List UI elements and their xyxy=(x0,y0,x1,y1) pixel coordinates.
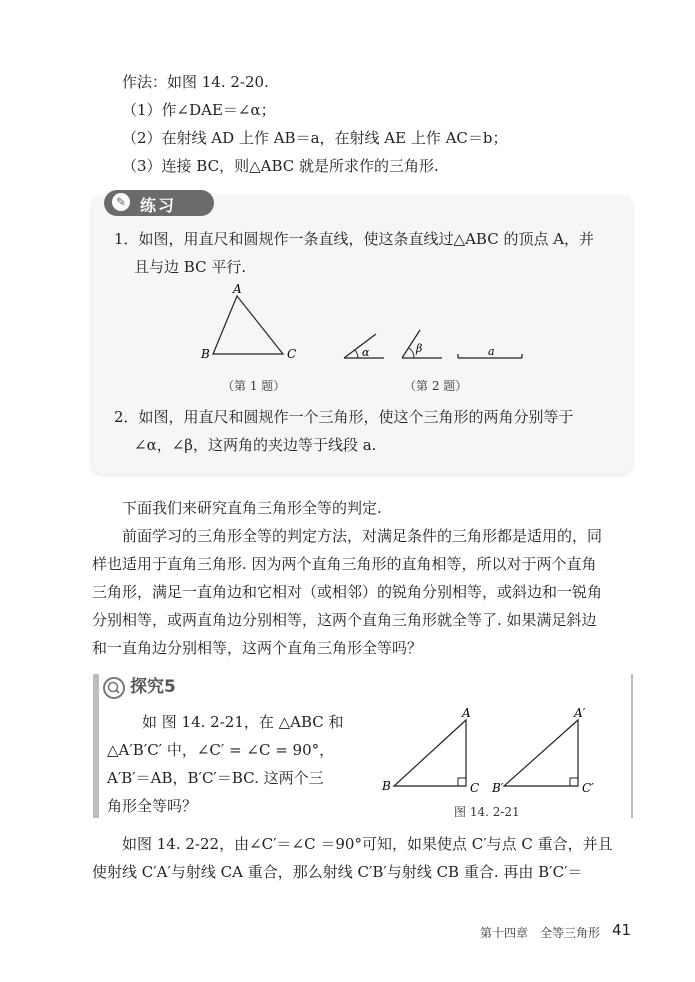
fig2-caption: （第 2 题） xyxy=(404,379,468,393)
fig-14-2-21-caption: 图 14. 2-21 xyxy=(454,805,520,819)
practice-q2-line1: 2．如图，用直尺和圆规作一个三角形，使这个三角形的两角分别等于 xyxy=(114,408,574,426)
fig-label-a: A xyxy=(462,706,471,720)
fig1-caption: （第 1 题） xyxy=(222,379,286,393)
construction-step-2: （2）在射线 AD 上作 AB＝a，在射线 AE 上作 AC＝b； xyxy=(122,129,508,147)
body2-line1: 如图 14. 2-22，由∠C′＝∠C ＝90°可知，如果使点 C′与点 C 重合，并且 xyxy=(122,835,613,853)
body-p2-line1: 前面学习的三角形全等的判定方法，对满足条件的三角形都是适用的，同 xyxy=(122,527,603,545)
construction-step-1: （1）作∠DAE＝∠α； xyxy=(122,101,276,119)
figure-14-2-21 xyxy=(378,706,600,800)
explore-left-bar xyxy=(93,674,99,818)
figure-1-triangle xyxy=(195,282,305,364)
beta-label: β xyxy=(416,342,423,355)
triangle-a2b2c2 xyxy=(504,720,578,786)
practice-q2-line2: ∠α，∠β，这两角的夹边等于线段 a. xyxy=(134,436,377,454)
body-p2-line4: 分别相等，或两直角边分别相等，这两个直角三角形就全等了. 如果满足斜边 xyxy=(92,611,597,629)
pencil-icon: ✎ xyxy=(112,193,130,211)
alpha-label: α xyxy=(362,346,370,359)
figure-2-angles xyxy=(340,328,530,364)
triangle-abc xyxy=(394,720,466,786)
beta-arc xyxy=(409,348,414,358)
label-b: B xyxy=(201,347,210,361)
body-p1: 下面我们来研究直角三角形全等的判定. xyxy=(122,499,382,517)
practice-tab-label: 练习 xyxy=(140,196,177,215)
explore-line2: △A′B′C′ 中，∠C′ = ∠C = 90°， xyxy=(107,741,335,759)
fig-label-c: C xyxy=(470,781,480,795)
fig-label-b: B xyxy=(382,779,391,793)
body-p2-line3: 三角形，满足一直角边和它相对（或相邻）的锐角分别相等，或斜边和一锐角 xyxy=(92,583,603,601)
fig-label-b2: B′ xyxy=(492,781,504,795)
explore-title: 探究5 xyxy=(130,677,176,697)
label-c: C xyxy=(287,347,297,361)
practice-q1-line1: 1．如图，用直尺和圆规作一条直线，使这条直线过△ABC 的顶点 A，并 xyxy=(114,230,595,248)
practice-tab xyxy=(104,190,214,216)
explore-right-bar xyxy=(631,674,633,818)
magnifier-icon xyxy=(102,676,126,700)
explore-line3: A′B′＝AB，B′C′＝BC. 这两个三 xyxy=(107,769,324,787)
construction-title: 作法：如图 14. 2-20. xyxy=(122,73,269,91)
triangle-abc-shape xyxy=(213,296,283,354)
body-p2-line5: 和一直角边分别相等，这两个直角三角形全等吗？ xyxy=(92,639,423,657)
label-a: A xyxy=(233,282,242,296)
fig-label-c2: C′ xyxy=(582,781,594,795)
alpha-ray-side xyxy=(344,334,376,358)
explore-line1: 如 图 14. 2-21，在 △ABC 和 xyxy=(142,713,344,731)
body2-line2: 使射线 C′A′与射线 CA 重合，那么射线 C′B′与射线 CB 重合. 再由 B′C′＝ xyxy=(92,863,583,881)
segment-a-label: a xyxy=(488,345,495,358)
page-number: 41 xyxy=(612,921,632,939)
fig-label-a2: A′ xyxy=(574,706,586,720)
construction-step-3: （3）连接 BC，则△ABC 就是所求作的三角形. xyxy=(122,157,439,175)
practice-q1-line2: 且与边 BC 平行. xyxy=(134,258,247,276)
explore-line4: 角形全等吗？ xyxy=(107,797,198,815)
footer-chapter: 第十四章 全等三角形 xyxy=(480,926,601,940)
alpha-arc xyxy=(355,350,358,358)
body-p2-line2: 样也适用于直角三角形. 因为两个直角三角形的直角相等，所以对于两个直角 xyxy=(92,555,597,573)
